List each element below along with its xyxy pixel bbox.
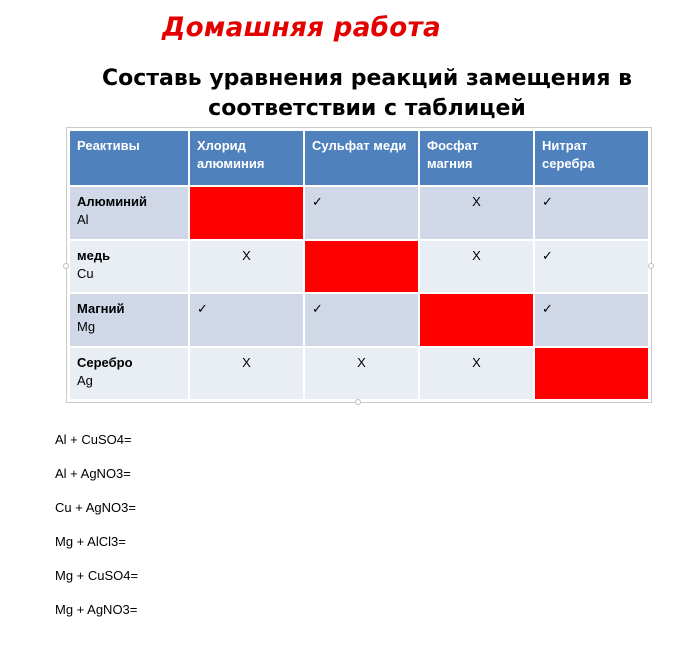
excluded-cell: [419, 293, 534, 347]
header-silver-nitrate: Нитрат серебра: [534, 130, 649, 186]
equation-list: [55, 430, 138, 634]
excluded-cell: [189, 186, 304, 240]
equation-line: Mg + AgNO3=: [55, 602, 138, 617]
row-label: [69, 293, 189, 347]
reaction-mark-cell: ✓: [534, 240, 649, 294]
reactivity-table: [68, 129, 650, 401]
row-label: [69, 240, 189, 294]
header-copper-sulfate: Сульфат меди: [304, 130, 419, 186]
reaction-mark-cell: ✓: [534, 186, 649, 240]
reaction-mark-cell: X: [419, 186, 534, 240]
header-aluminium-chloride: Хлорид алюминия: [189, 130, 304, 186]
metal-symbol: Al: [77, 212, 89, 227]
reaction-mark-cell: ✓: [534, 293, 649, 347]
table-row: [69, 347, 649, 401]
resize-handle[interactable]: [355, 399, 361, 405]
reaction-mark-cell: X: [304, 347, 419, 401]
page-heading: Домашняя работа: [162, 12, 441, 43]
table-row: [69, 293, 649, 347]
excluded-cell: [534, 347, 649, 401]
task-title: Составь уравнения реакций замещения в соответствии с таблицей: [101, 66, 633, 121]
metal-symbol: Ag: [77, 372, 93, 388]
resize-handle[interactable]: [648, 263, 654, 269]
row-label: [69, 186, 189, 240]
reaction-mark-cell: X: [189, 347, 304, 401]
equation-line: Al + AgNO3=: [55, 466, 131, 481]
reaction-mark-cell: ✓: [304, 293, 419, 347]
reaction-mark-cell: ✓: [304, 186, 419, 240]
header-magnesium-phosphate: Фосфат магния: [419, 130, 534, 186]
reactivity-table-frame[interactable]: [66, 127, 652, 403]
resize-handle[interactable]: [63, 263, 69, 269]
excluded-cell: [304, 240, 419, 294]
header-reagents: Реактивы: [69, 130, 189, 186]
metal-name: Серебро: [77, 354, 133, 370]
reaction-mark-cell: X: [189, 240, 304, 294]
metal-symbol: Cu: [77, 265, 94, 281]
table-row: [69, 186, 649, 240]
metal-symbol: Mg: [77, 319, 96, 334]
row-label: [69, 347, 189, 401]
table-header-row: [69, 130, 649, 186]
metal-name: медь: [77, 247, 111, 263]
equation-line: Cu + AgNO3=: [55, 500, 136, 515]
table-row: [69, 240, 649, 294]
metal-name: Магний: [77, 301, 125, 316]
reaction-mark-cell: ✓: [189, 293, 304, 347]
equation-line: Al + CuSO4=: [55, 432, 132, 447]
reaction-mark-cell: X: [419, 240, 534, 294]
reaction-mark-cell: X: [419, 347, 534, 401]
equation-line: Mg + AlCl3=: [55, 534, 126, 549]
metal-name: Алюминий: [77, 194, 148, 209]
equation-line: Mg + CuSO4=: [55, 568, 139, 583]
